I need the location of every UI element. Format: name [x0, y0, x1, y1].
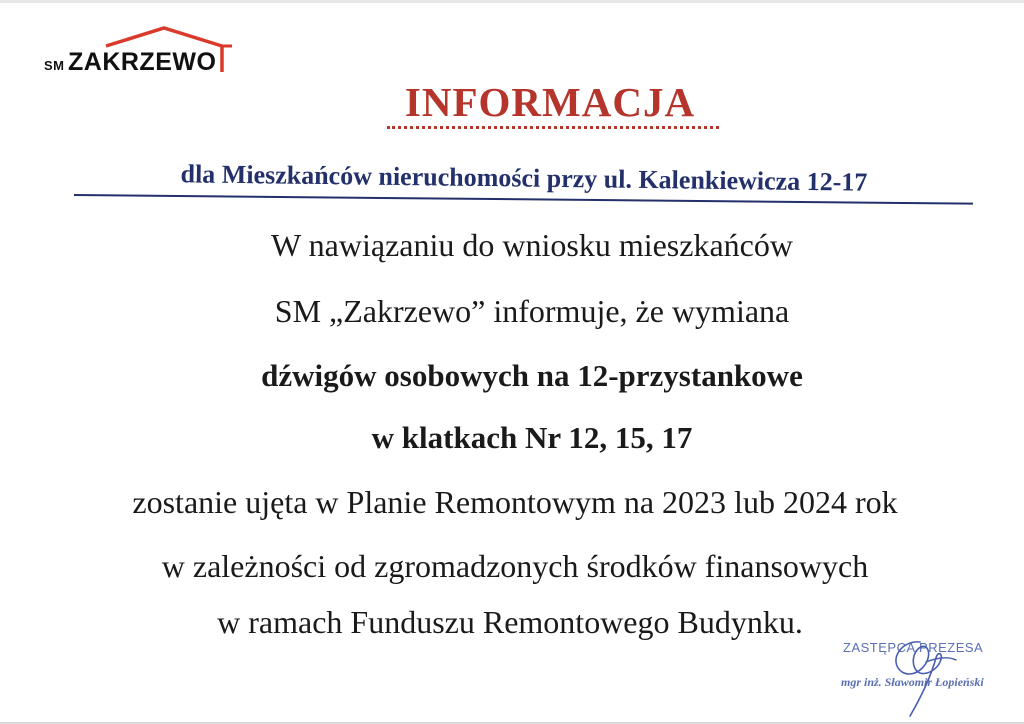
body-line-5: zostanie ujęta w Planie Remontowym na 2023 lub 2024 rok — [132, 484, 898, 520]
scan-edge-top — [0, 0, 1024, 3]
title-dotted-underline — [387, 126, 719, 129]
body-line-4: w klatkach Nr 12, 15, 17 — [371, 420, 693, 455]
logo-name: ZAKRZEWO — [68, 48, 217, 76]
body-line-7: w ramach Funduszu Remontowego Budynku. — [217, 604, 803, 640]
stamp-role: ZASTĘPCA PREZESA — [843, 640, 984, 655]
body-line-1: W nawiązaniu do wniosku mieszkańców — [271, 227, 793, 263]
stamp-name: mgr inż. Sławomir Łopieński — [841, 675, 984, 689]
handwritten-signature — [880, 632, 960, 720]
page-title: INFORMACJA — [404, 79, 696, 125]
body-line-3: dźwigów osobowych na 12-przystankowe — [261, 358, 803, 393]
body-line-2: SM „Zakrzewo” informuje, że wymiana — [274, 293, 790, 329]
logo-prefix: SM — [44, 58, 65, 73]
subtitle: dla Mieszkańców nieruchomości przy ul. Kalenkiewicza 12-17 — [180, 159, 868, 197]
body-line-6: w zależności od zgromadzonych środków finansowych — [161, 548, 869, 584]
logo — [44, 24, 244, 80]
